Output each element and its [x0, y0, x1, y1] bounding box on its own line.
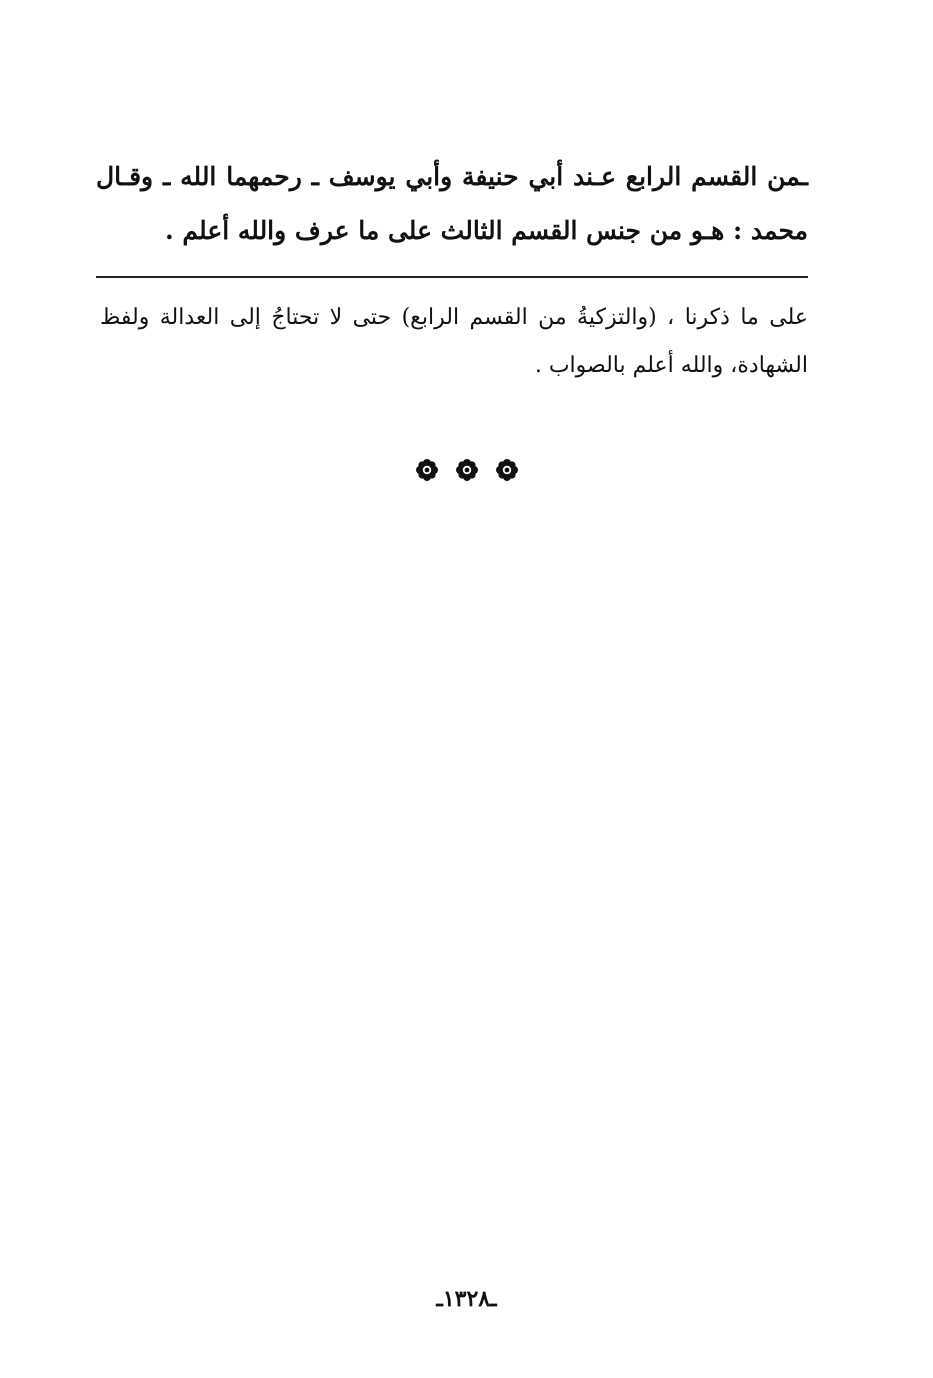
main-text-line-2: محمد : هـو من جنس القسم الثالث على ما عرف والله أعلم .	[165, 216, 808, 245]
footnote-block	[100, 294, 808, 390]
footnote-line-2: الشهادة، والله أعلم بالصواب .	[534, 353, 808, 378]
main-text-line-1: ـمن القسم الرابع عـند أبي حنيفة وأبي يوسف ـ رحمهما الله ـ وقـال	[96, 162, 808, 191]
flower-ornament-icon	[455, 458, 479, 482]
page-number: ـ١٣٢٨ـ	[436, 1286, 497, 1312]
flower-ornament-icon	[415, 458, 439, 482]
main-text-block	[96, 150, 808, 258]
section-end-ornaments	[0, 458, 933, 482]
flower-ornament-icon	[495, 458, 519, 482]
footnote-separator	[96, 276, 808, 278]
footnote-line-1: على ما ذكرنا ، (والتزكيةُ من القسم الرابع) حتى لا تحتاجُ إلى العدالة ولفظ	[100, 305, 808, 330]
